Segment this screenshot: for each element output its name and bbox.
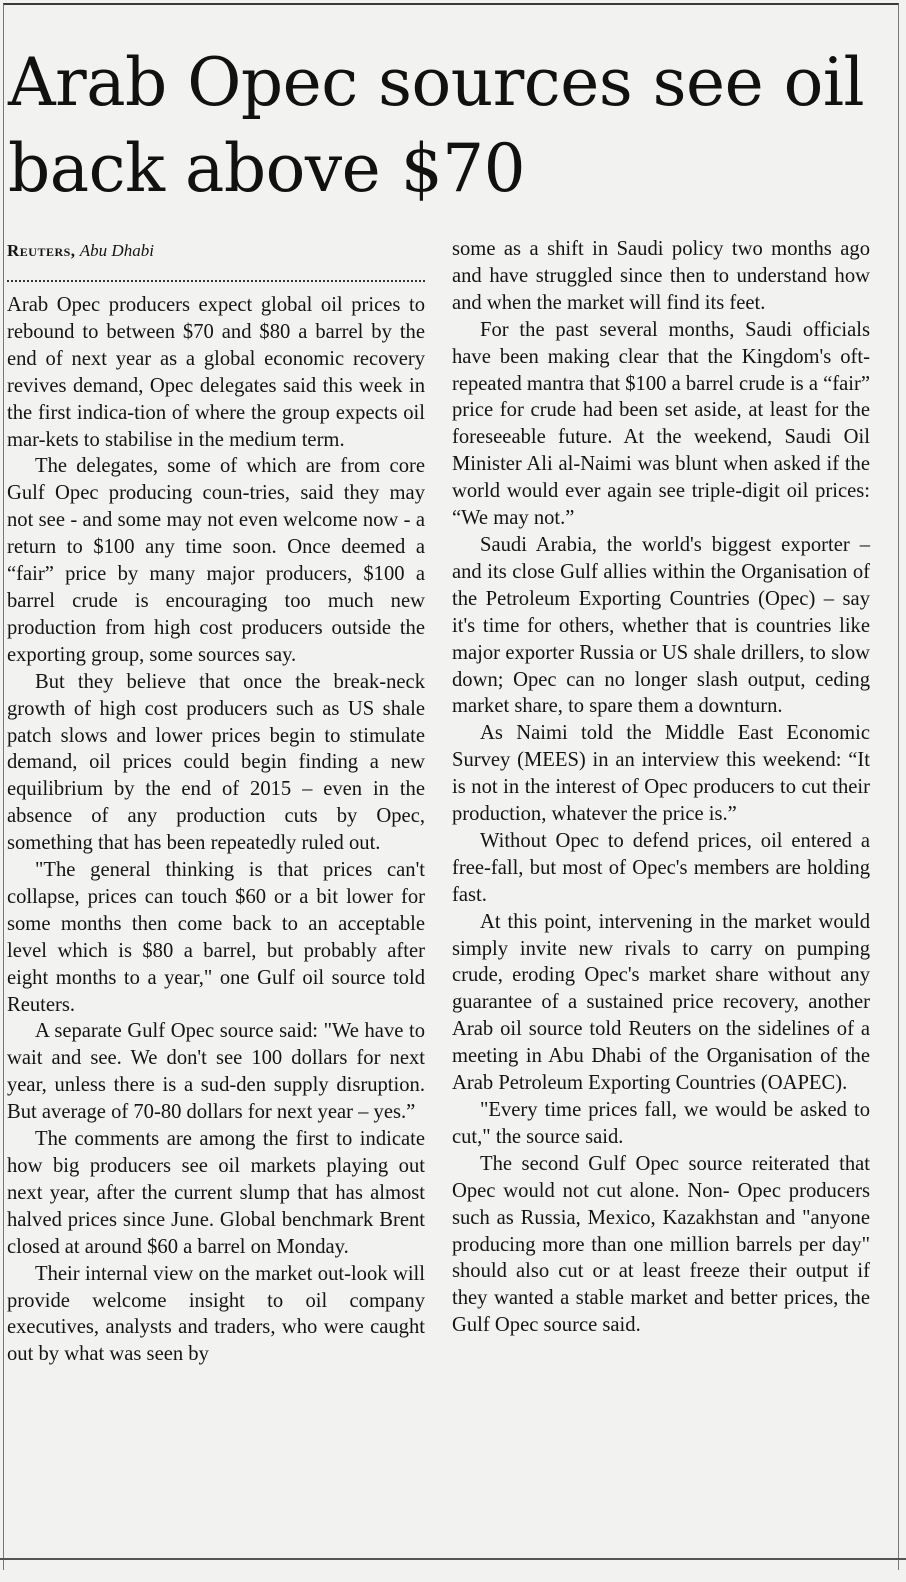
- right-column: [452, 236, 870, 1339]
- left-column: [7, 236, 425, 1368]
- paragraph: The delegates, some of which are from core Gulf Opec producing coun-tries, said they may not see - and some may not even welcome now - a return to $100 any time soon. Once deemed a “fair” price by many major producers, $100 a barrel crude is encouraging too much new production from high cost producers outside the exporting group, some sources say.: [7, 455, 425, 666]
- paragraph: Without Opec to defend prices, oil entered a free-fall, but most of Opec's members are holding fast.: [452, 829, 870, 906]
- paragraph: For the past several months, Saudi officials have been making clear that the Kingdom's oft-repeated mantra that $100 a barrel crude is a “fair” price for crude had been set aside, at least for the foreseeable future. At the weekend, Saudi Oil Minister Ali al-Naimi was blunt when asked if the world would ever again see triple-digit oil prices: “We may not.”: [452, 318, 870, 530]
- paragraph: Saudi Arabia, the world's biggest exporter – and its close Gulf allies within the Organisation of the Petroleum Exporting Countries (Opec) – say it's time for others, whether that is countries like major exporter Russia or US shale drillers, to slow down; Opec can no longer slash output, ceding market share, to spare them a downturn.: [452, 533, 870, 718]
- byline-agency: Reuters,: [7, 241, 76, 260]
- byline: [7, 236, 425, 266]
- paragraph: "Every time prices fall, we would be asked to cut," the source said.: [452, 1099, 870, 1148]
- paragraph: Their internal view on the market out-look will provide welcome insight to oil company executives, analysts and traders, who were caught out by what was seen by: [7, 1262, 425, 1366]
- byline-dotted-rule: [7, 266, 425, 282]
- paragraph: The second Gulf Opec source reiterated that Opec would not cut alone. Non- Opec producers such as Russia, Mexico, Kazakhstan and "anyone producing more than one million barrels per day" should also cut or at least freeze their output if they wanted a stable market and better prices, the Gulf Opec source said.: [452, 1152, 870, 1337]
- paragraph: At this point, intervening in the market would simply invite new rivals to carry on pumping crude, eroding Opec's market share without any guarantee of a sustained price recovery, another Arab oil source told Reuters on the sidelines of a meeting in Abu Dhabi of the Organisation of the Arab Petroleum Exporting Countries (OAPEC).: [452, 910, 870, 1095]
- paragraph: But they believe that once the break-neck growth of high cost producers such as US shale patch slows and lower prices begin to stimulate demand, oil prices could begin finding a new equilibrium by the end of 2015 – even in the absence of any production cuts by Opec, something that has been repeatedly ruled out.: [7, 670, 425, 855]
- headline: Arab Opec sources see oil back above $70: [8, 44, 865, 207]
- byline-location: Abu Dhabi: [79, 241, 154, 260]
- paragraph: As Naimi told the Middle East Economic Survey (MEES) in an interview this weekend: “It is not in the interest of Opec producers to cut their production, whatever the price is.”: [452, 722, 870, 826]
- paragraph: The comments are among the first to indicate how big producers see oil markets playing out next year, after the current slump that has almost halved prices since June. Global benchmark Brent closed at around $60 a barrel on Monday.: [7, 1128, 425, 1258]
- paragraph: some as a shift in Saudi policy two months ago and have struggled since then to understand how and when the market will find its feet.: [452, 238, 870, 314]
- paragraph: "The general thinking is that prices can't collapse, prices can touch $60 or a bit lower for some months then come back to an acceptable level which is $80 a barrel, but probably after eight months to a year," one Gulf oil source told Reuters.: [7, 859, 425, 1016]
- paragraph: Arab Opec producers expect global oil prices to rebound to between $70 and $80 a barrel by the end of next year as a global economic recovery revives demand, Opec delegates said this week in the first indica-tion of where the group expects oil mar-kets to stabilise in the medium term.: [7, 294, 425, 451]
- bottom-rule: [0, 1558, 906, 1560]
- paragraph: A separate Gulf Opec source said: "We have to wait and see. We don't see 100 dollars for next year, unless there is a sud-den supply disruption. But average of 70-80 dollars for next year – yes.”: [7, 1020, 425, 1124]
